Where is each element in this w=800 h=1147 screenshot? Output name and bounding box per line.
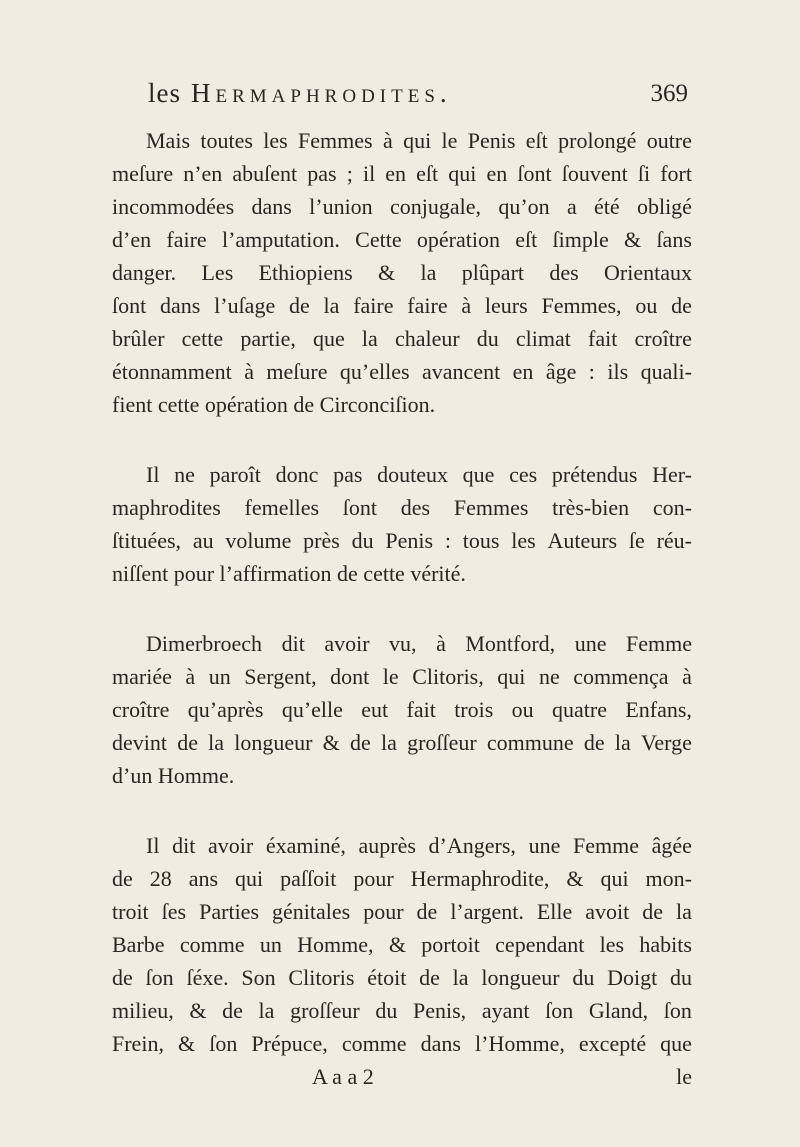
paragraph: [112, 124, 692, 421]
text-line: Il ne paroît donc pas douteux que ces prétendus Her-: [146, 462, 692, 487]
text-line: milieu, & de la groſſeur du Penis, ayant ſon Gland, ſon: [112, 998, 692, 1023]
running-head-title: Hermaphrodites.: [191, 78, 452, 108]
text-line: niſſent pour l’affirmation de cette vérité.: [112, 561, 466, 586]
text-line: ſont dans l’uſage de la faire faire à leurs Femmes, ou de: [112, 293, 692, 318]
text-line: croître qu’après qu’elle eut fait trois ou quatre Enfans,: [112, 697, 692, 722]
text-line: troit ſes Parties génitales pour de l’argent. Elle avoit de la: [112, 899, 692, 924]
signature-mark: A a a 2: [312, 1064, 374, 1089]
body-text: [112, 124, 692, 1093]
page-header: [148, 78, 688, 112]
paragraph: [112, 829, 692, 1060]
text-line: mariée à un Sergent, dont le Clitoris, qui ne commença à: [112, 664, 692, 689]
text-line: d’en faire l’amputation. Cette opération eſt ſimple & ſans: [112, 227, 692, 252]
text-line: Mais toutes les Femmes à qui le Penis eſt prolongé outre: [146, 128, 692, 153]
text-line: étonnamment à meſure qu’elles avancent en âge : ils quali-: [112, 359, 692, 384]
text-line: de ſon ſéxe. Son Clitoris étoit de la longueur du Doigt du: [112, 965, 692, 990]
text-line: ſtituées, au volume près du Penis : tous les Auteurs ſe réu-: [112, 528, 692, 553]
text-line: maphrodites femelles ſont des Femmes très-bien con-: [112, 495, 692, 520]
text-line: Barbe comme un Homme, & portoit cependant les habits: [112, 932, 692, 957]
running-head: [148, 78, 452, 109]
text-line: Il dit avoir éxaminé, auprès d’Angers, une Femme âgée: [146, 833, 692, 858]
text-line: meſure n’en abuſent pas ; il en eſt qui en ſont ſouvent ſi fort: [112, 161, 692, 186]
page-footer: [112, 1060, 692, 1093]
running-head-prefix: les: [148, 78, 181, 108]
text-line: Dimerbroech dit avoir vu, à Montford, une Femme: [146, 631, 692, 656]
paragraph: [112, 458, 692, 590]
paragraph: [112, 627, 692, 792]
text-line: fient cette opération de Circonciſion.: [112, 392, 436, 417]
text-line: d’un Homme.: [112, 763, 235, 788]
catchword: le: [676, 1064, 692, 1089]
text-line: de 28 ans qui paſſoit pour Hermaphrodite, & qui mon-: [112, 866, 692, 891]
text-line: brûler cette partie, que la chaleur du climat fait croître: [112, 326, 692, 351]
page-number: 369: [650, 80, 688, 107]
text-line: Frein, & ſon Prépuce, comme dans l’Homme, excepté que: [112, 1031, 692, 1056]
text-line: danger. Les Ethiopiens & la plûpart des Orientaux: [112, 260, 692, 285]
text-line: devint de la longueur & de la groſſeur commune de la Verge: [112, 730, 692, 755]
text-line: incommodées dans l’union conjugale, qu’on a été obligé: [112, 194, 692, 219]
